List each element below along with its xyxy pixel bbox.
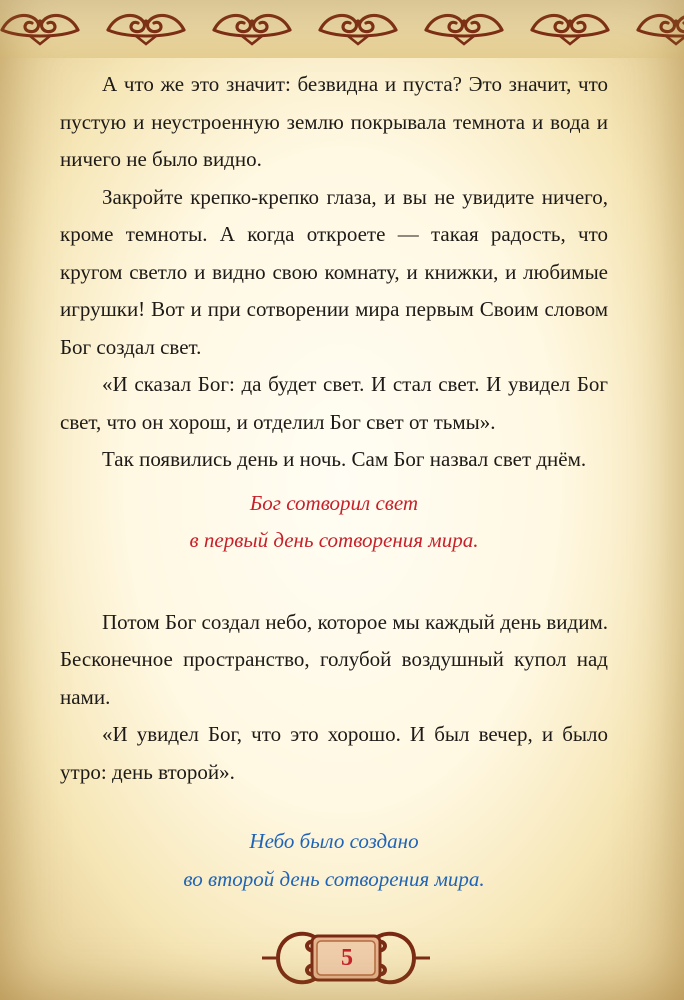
paragraph: А что же это значит: безвидна и пуста? Это значит, что пустую и неустроенную землю покрывала темнота и вода и ничего не было видно. bbox=[60, 72, 608, 171]
paragraph: Так появились день и ночь. Сам Бог назвал свет днём. bbox=[102, 447, 587, 471]
top-ornament-border bbox=[0, 0, 684, 58]
caption-line: Бог сотворил свет bbox=[249, 490, 419, 515]
caption-line: в первый день сотворения мира. bbox=[189, 528, 479, 552]
caption-line: во второй день сотворения мира. bbox=[183, 866, 485, 891]
paragraph: «И сказал Бог: да будет свет. И стал свет. И увидел Бог свет, что он хорош, и отделил Бог свет от тьмы». bbox=[60, 372, 608, 434]
caption-second-day bbox=[60, 823, 608, 898]
scroll-ornament-icon bbox=[0, 0, 684, 58]
paragraph: «И увидел Бог, что это хорошо. И был вечер, и было утро: день второй». bbox=[60, 722, 608, 784]
page-number: 5 bbox=[341, 945, 353, 971]
paragraph: Потом Бог создал небо, которое мы каждый день видим. Бесконечное пространство, голубой воздушный купол над нами. bbox=[60, 609, 608, 709]
story-text bbox=[60, 66, 608, 898]
caption-line: Небо было создано bbox=[249, 829, 419, 853]
caption-first-day bbox=[60, 485, 608, 560]
paragraph: Закройте крепко-крепко глаза, и вы не увидите ничего, кроме темноты. А когда откроете — такая радость, что кругом светло и видно свою комнату, и книжки, и любимые игрушки! Вот и при сотворении мира первым Своим словом Бог создал свет. bbox=[60, 184, 608, 359]
